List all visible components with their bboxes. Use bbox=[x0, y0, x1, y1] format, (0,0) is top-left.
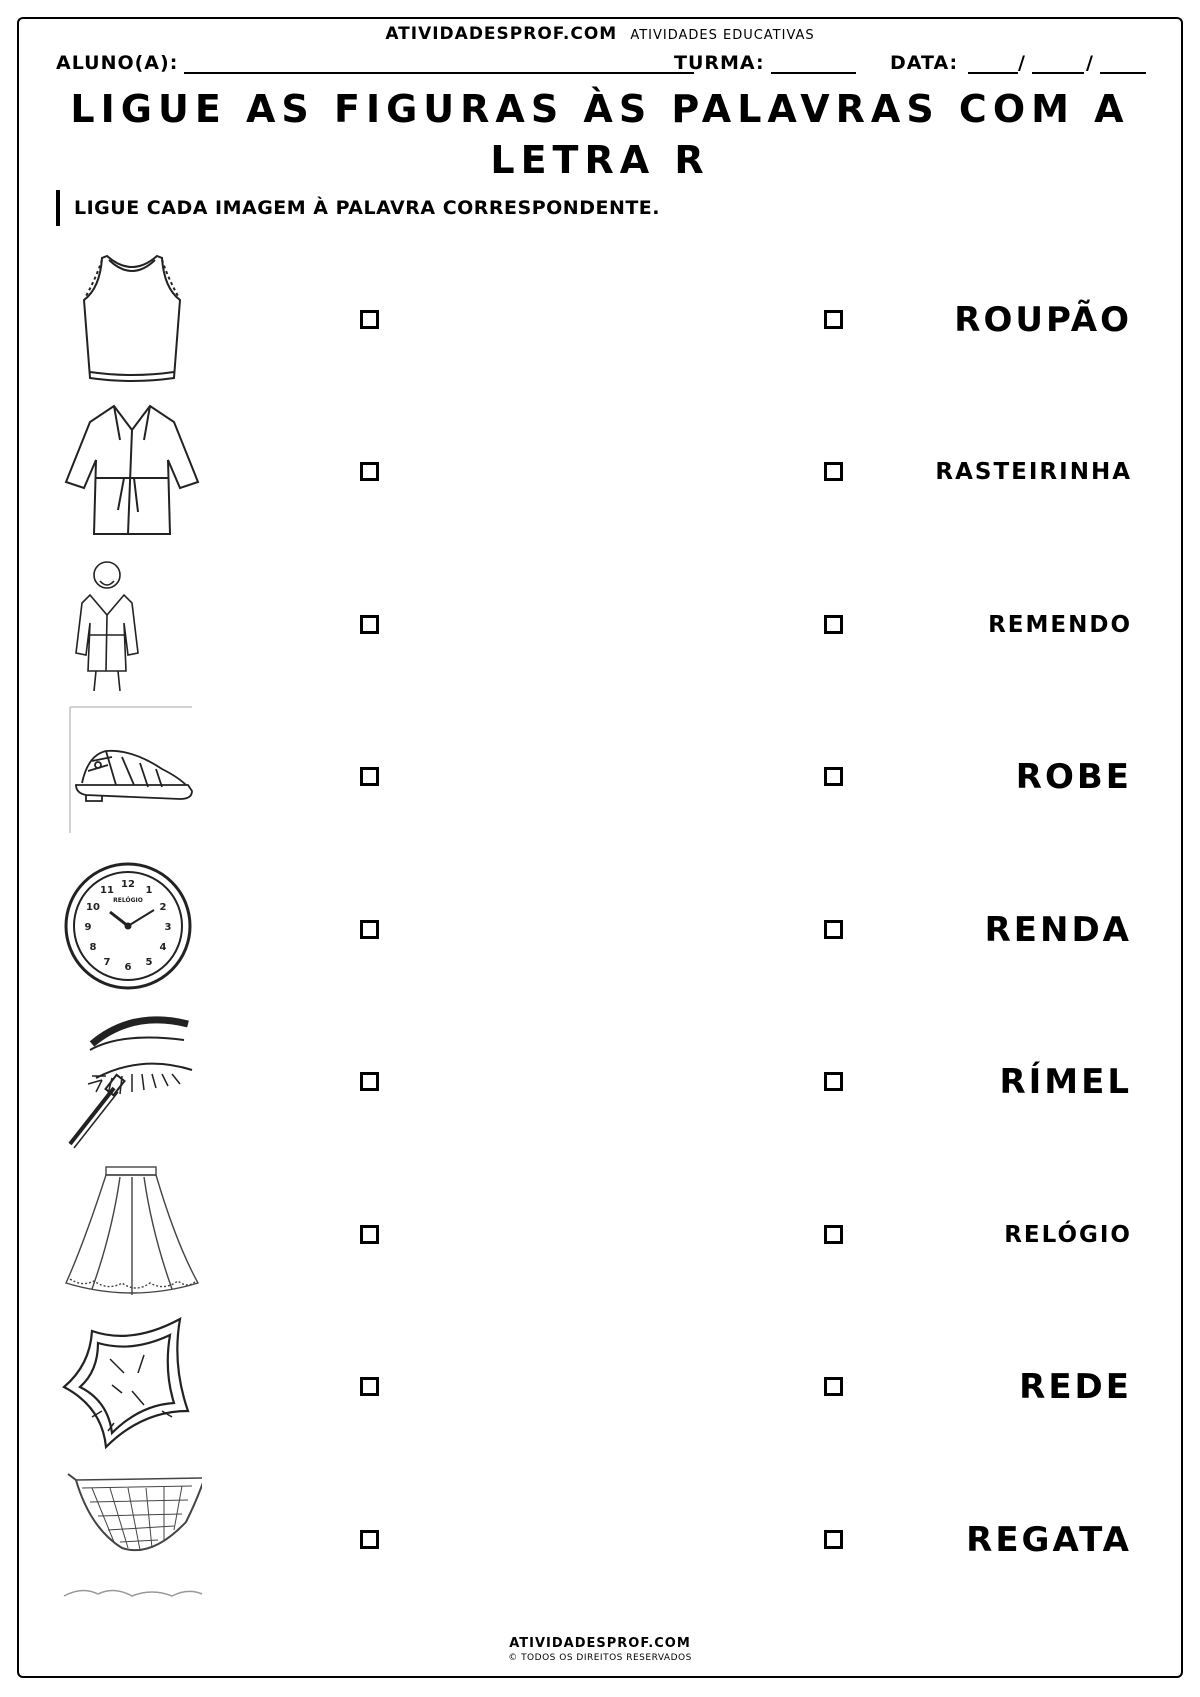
clock-numeral: 4 bbox=[159, 942, 167, 953]
word-label: RASTEIRINHA bbox=[935, 459, 1132, 485]
right-checkbox[interactable] bbox=[824, 1530, 843, 1549]
clock-numeral: 7 bbox=[103, 957, 111, 968]
footer-site: ATIVIDADESPROF.COM bbox=[509, 1636, 691, 1651]
left-checkbox[interactable] bbox=[360, 1530, 379, 1549]
footer-rights: © TODOS OS DIREITOS RESERVADOS bbox=[508, 1653, 692, 1663]
right-checkbox[interactable] bbox=[824, 1225, 843, 1244]
word-label: REDE bbox=[1019, 1367, 1132, 1407]
word-label: REMENDO bbox=[988, 612, 1132, 638]
date-slash-1: / bbox=[1018, 52, 1026, 74]
left-checkbox[interactable] bbox=[360, 767, 379, 786]
clock-brand: RELÓGIO bbox=[113, 897, 143, 904]
right-checkbox[interactable] bbox=[824, 615, 843, 634]
word-label: ROBE bbox=[1015, 757, 1132, 797]
right-checkbox[interactable] bbox=[824, 462, 843, 481]
match-row bbox=[0, 1315, 1200, 1455]
student-name-field[interactable] bbox=[184, 72, 694, 74]
left-checkbox[interactable] bbox=[360, 920, 379, 939]
left-checkbox[interactable] bbox=[360, 1072, 379, 1091]
site-tagline: ATIVIDADES EDUCATIVAS bbox=[630, 28, 815, 43]
hammock-icon bbox=[62, 1468, 202, 1608]
patched-cushion-icon bbox=[62, 1315, 202, 1455]
match-row bbox=[0, 858, 1200, 998]
clock-numeral: 9 bbox=[84, 922, 92, 933]
match-row bbox=[0, 248, 1200, 388]
robe-icon bbox=[62, 400, 202, 540]
clock-numeral: 12 bbox=[121, 879, 135, 890]
clock-numeral: 3 bbox=[164, 922, 172, 933]
clock-numeral: 2 bbox=[159, 902, 167, 913]
lace-skirt-icon bbox=[62, 1163, 202, 1303]
clock-icon bbox=[62, 858, 202, 998]
match-row bbox=[0, 1010, 1200, 1150]
man-in-bathrobe-icon bbox=[62, 553, 202, 693]
left-checkbox[interactable] bbox=[360, 462, 379, 481]
date-month-field[interactable] bbox=[1032, 72, 1084, 74]
match-row bbox=[0, 553, 1200, 693]
match-row bbox=[0, 400, 1200, 540]
student-info-line bbox=[56, 52, 1146, 78]
clock-numeral: 10 bbox=[86, 902, 100, 913]
word-label: RELÓGIO bbox=[1004, 1222, 1132, 1248]
date-slash-2: / bbox=[1086, 52, 1094, 74]
date-year-field[interactable] bbox=[1100, 72, 1146, 74]
site-name: ATIVIDADESPROF.COM bbox=[385, 24, 618, 44]
class-field[interactable] bbox=[771, 72, 856, 74]
worksheet-title bbox=[60, 84, 1140, 186]
right-checkbox[interactable] bbox=[824, 310, 843, 329]
match-row bbox=[0, 1468, 1200, 1608]
left-checkbox[interactable] bbox=[360, 310, 379, 329]
footer bbox=[0, 1636, 1200, 1663]
title-line-1: LIGUE AS FIGURAS ÀS PALAVRAS COM A bbox=[70, 87, 1130, 131]
eye-with-mascara-icon bbox=[62, 1010, 202, 1150]
tank-top-icon bbox=[62, 248, 202, 388]
right-checkbox[interactable] bbox=[824, 1072, 843, 1091]
left-checkbox[interactable] bbox=[360, 1377, 379, 1396]
word-label: RÍMEL bbox=[999, 1062, 1132, 1102]
left-checkbox[interactable] bbox=[360, 615, 379, 634]
sandal-icon bbox=[62, 705, 202, 845]
right-checkbox[interactable] bbox=[824, 1377, 843, 1396]
student-label: ALUNO(A): bbox=[56, 52, 179, 74]
class-label: TURMA: bbox=[674, 52, 765, 74]
match-row bbox=[0, 705, 1200, 845]
site-header bbox=[0, 24, 1200, 44]
date-day-field[interactable] bbox=[968, 72, 1018, 74]
left-checkbox[interactable] bbox=[360, 1225, 379, 1244]
right-checkbox[interactable] bbox=[824, 767, 843, 786]
title-line-2: LETRA R bbox=[490, 138, 710, 182]
date-label: DATA: bbox=[890, 52, 959, 74]
right-checkbox[interactable] bbox=[824, 920, 843, 939]
word-label: ROUPÃO bbox=[954, 300, 1132, 340]
clock-numeral: 11 bbox=[100, 885, 114, 896]
word-label: REGATA bbox=[966, 1520, 1132, 1560]
word-label: RENDA bbox=[984, 910, 1132, 950]
match-row bbox=[0, 1163, 1200, 1303]
clock-numeral: 1 bbox=[145, 885, 153, 896]
clock-numeral: 8 bbox=[89, 942, 97, 953]
clock-numeral: 5 bbox=[145, 957, 153, 968]
instruction-text: LIGUE CADA IMAGEM À PALAVRA CORRESPONDENTE. bbox=[56, 190, 660, 226]
clock-numeral: 6 bbox=[124, 962, 132, 973]
